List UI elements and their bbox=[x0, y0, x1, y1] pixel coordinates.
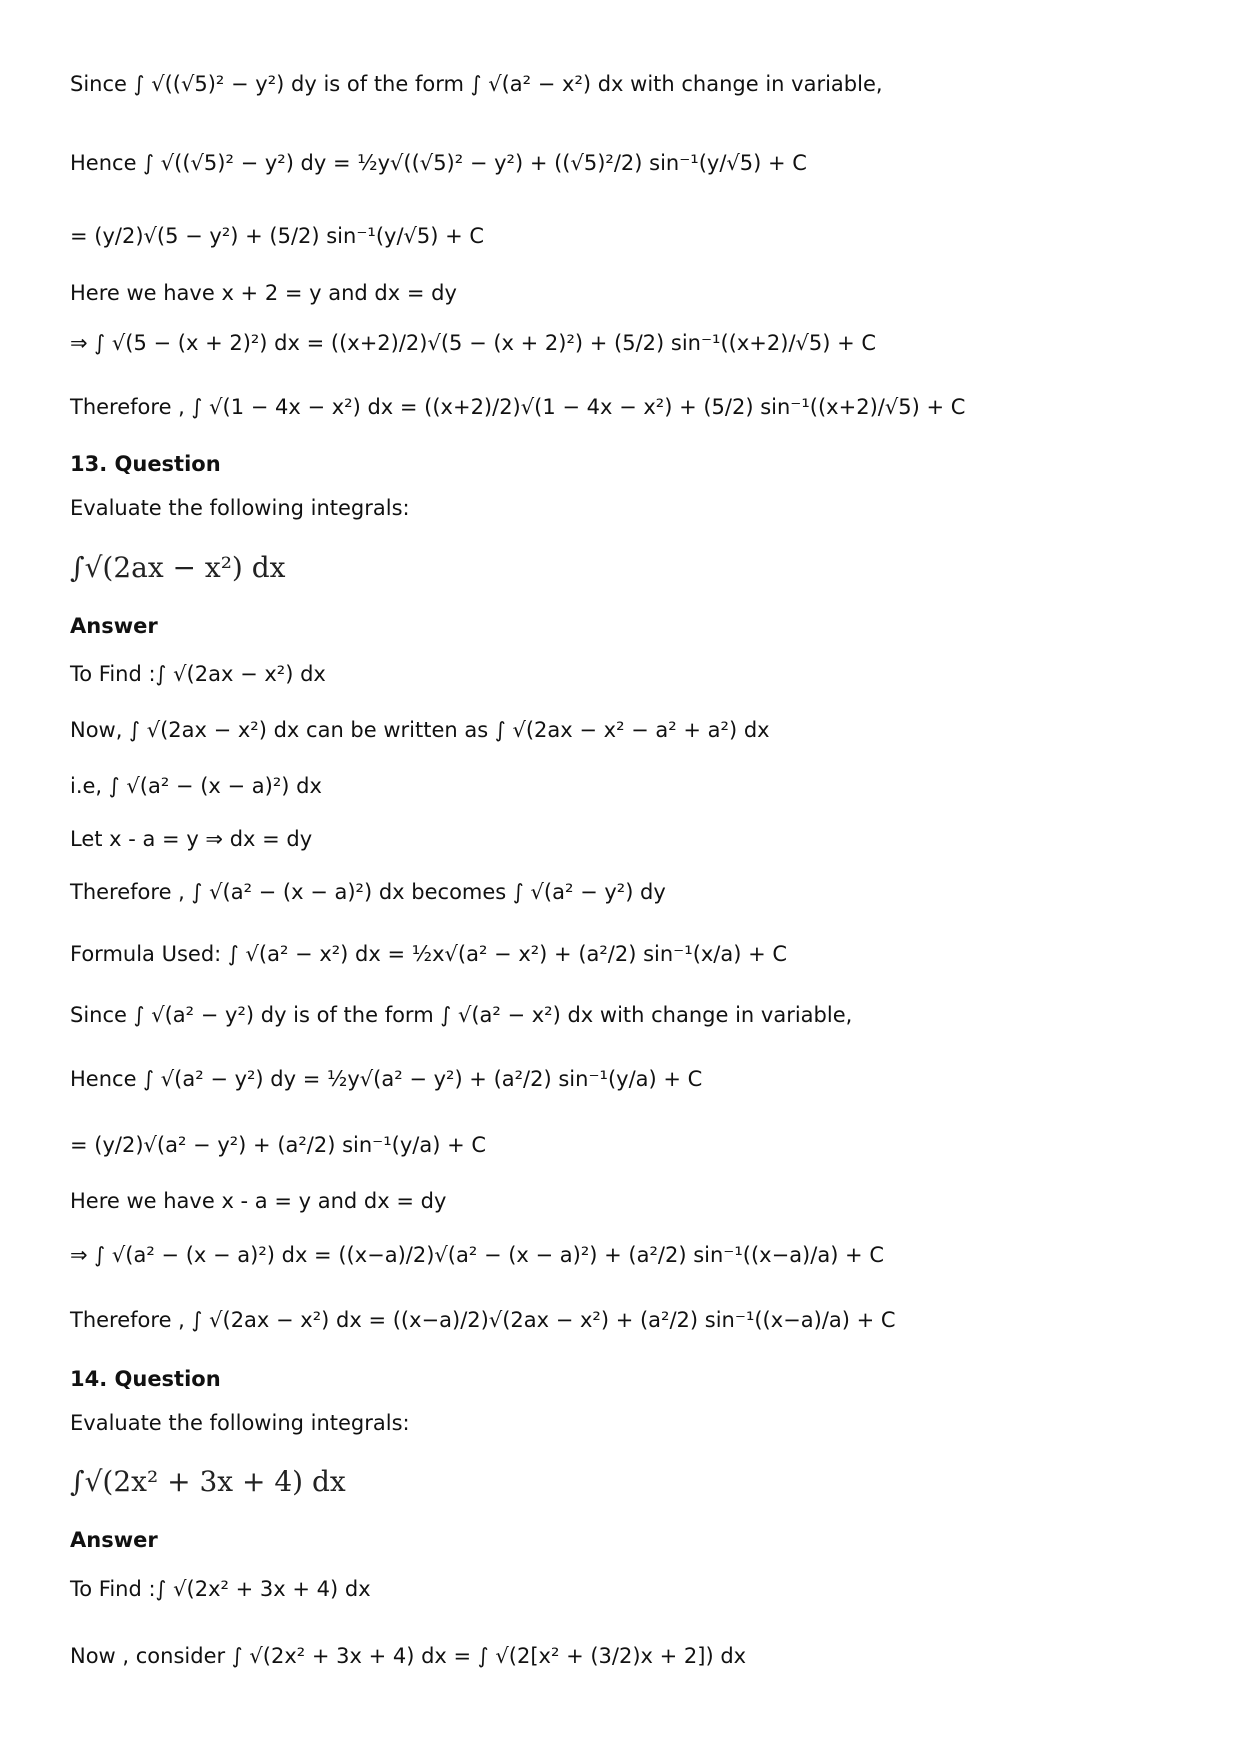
question-heading: 13. Question bbox=[70, 452, 221, 476]
text-line: ⇒ ∫ √(5 − (x + 2)²) dx = ((x+2)/2)√(5 − (x + 2)²) + (5/2) sin⁻¹((x+2)/√5) + C bbox=[70, 331, 877, 355]
question-heading: 14. Question bbox=[70, 1367, 221, 1391]
text-line: Now , consider ∫ √(2x² + 3x + 4) dx = ∫ √(2[x² + (3/2)x + 2]) dx bbox=[70, 1644, 747, 1668]
answer-heading: Answer bbox=[70, 614, 158, 638]
text-line: To Find :∫ √(2x² + 3x + 4) dx bbox=[70, 1577, 371, 1601]
text-line: = (y/2)√(a² − y²) + (a²/2) sin⁻¹(y/a) + C bbox=[70, 1133, 487, 1157]
text-line: Therefore , ∫ √(1 − 4x − x²) dx = ((x+2)/2)√(1 − 4x − x²) + (5/2) sin⁻¹((x+2)/√5) + C bbox=[70, 395, 966, 419]
text-line: Therefore , ∫ √(2ax − x²) dx = ((x−a)/2)√(2ax − x²) + (a²/2) sin⁻¹((x−a)/a) + C bbox=[70, 1308, 896, 1332]
text-line: Since ∫ √(a² − y²) dy is of the form ∫ √(a² − x²) dx with change in variable, bbox=[70, 1003, 853, 1027]
text-line: Here we have x - a = y and dx = dy bbox=[70, 1189, 447, 1213]
text-line: Formula Used: ∫ √(a² − x²) dx = ½x√(a² − x²) + (a²/2) sin⁻¹(x/a) + C bbox=[70, 942, 788, 966]
text-line: Evaluate the following integrals: bbox=[70, 1411, 410, 1435]
answer-heading: Answer bbox=[70, 1528, 158, 1552]
text-line: To Find :∫ √(2ax − x²) dx bbox=[70, 662, 326, 686]
question-integral: ∫√(2ax − x²) dx bbox=[70, 551, 286, 584]
text-line: = (y/2)√(5 − y²) + (5/2) sin⁻¹(y/√5) + C bbox=[70, 224, 485, 248]
text-line: i.e, ∫ √(a² − (x − a)²) dx bbox=[70, 774, 322, 798]
text-line: Therefore , ∫ √(a² − (x − a)²) dx becomes ∫ √(a² − y²) dy bbox=[70, 880, 666, 904]
text-line: Let x - a = y ⇒ dx = dy bbox=[70, 827, 313, 851]
text-line: Now, ∫ √(2ax − x²) dx can be written as ∫ √(2ax − x² − a² + a²) dx bbox=[70, 718, 770, 742]
question-integral: ∫√(2x² + 3x + 4) dx bbox=[70, 1465, 346, 1498]
text-line: Evaluate the following integrals: bbox=[70, 496, 410, 520]
text-line: ⇒ ∫ √(a² − (x − a)²) dx = ((x−a)/2)√(a² − (x − a)²) + (a²/2) sin⁻¹((x−a)/a) + C bbox=[70, 1243, 884, 1267]
text-line: Hence ∫ √(a² − y²) dy = ½y√(a² − y²) + (a²/2) sin⁻¹(y/a) + C bbox=[70, 1067, 703, 1091]
text-line: Since ∫ √((√5)² − y²) dy is of the form ∫ √(a² − x²) dx with change in variable, bbox=[70, 72, 883, 96]
text-line: Hence ∫ √((√5)² − y²) dy = ½y√((√5)² − y²) + ((√5)²/2) sin⁻¹(y/√5) + C bbox=[70, 151, 807, 175]
text-line: Here we have x + 2 = y and dx = dy bbox=[70, 281, 457, 305]
